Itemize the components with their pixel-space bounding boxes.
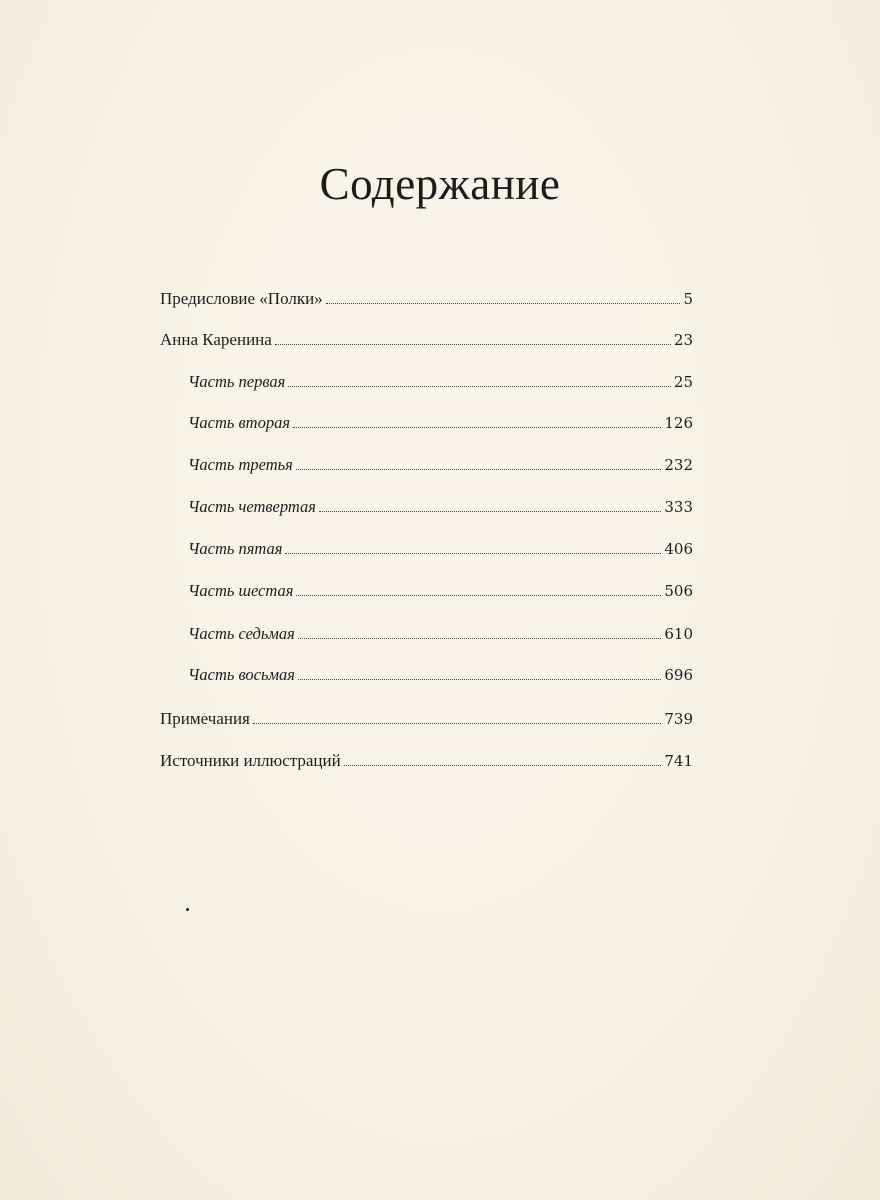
dot-leader — [298, 637, 662, 639]
dot-leader — [319, 510, 661, 512]
toc-entry-page: 23 — [673, 331, 693, 349]
toc-entry-page: 739 — [664, 710, 693, 728]
toc-entry-page: 126 — [664, 414, 693, 432]
toc-entry-label: Примечания — [160, 709, 250, 728]
dot-leader — [275, 343, 671, 345]
toc-entry-part-8[interactable] — [188, 657, 693, 685]
toc-entry-label: Источники иллюстраций — [160, 751, 341, 770]
toc-entry-part-3[interactable] — [188, 447, 693, 475]
toc-entry-page: 741 — [664, 752, 693, 770]
ink-speck — [186, 908, 189, 911]
toc-entry-page: 406 — [664, 540, 693, 558]
toc-entry-part-6[interactable] — [188, 573, 693, 601]
dot-leader — [298, 678, 661, 680]
toc-entry-label: Часть шестая — [188, 581, 294, 600]
toc-entry-part-4[interactable] — [188, 489, 693, 517]
toc-entry-page: 5 — [683, 290, 693, 308]
dot-leader — [293, 426, 661, 428]
toc-entry-anna-karenina[interactable] — [160, 322, 693, 350]
dot-leader — [296, 468, 662, 470]
toc-entry-part-7[interactable] — [188, 616, 693, 644]
toc-entry-part-1[interactable] — [188, 364, 693, 392]
toc-entry-page: 696 — [664, 666, 693, 684]
toc-entry-page: 506 — [664, 582, 693, 600]
toc-entry-label: Предисловие «Полки» — [160, 289, 323, 308]
toc-entry-page: 333 — [664, 498, 693, 516]
toc-entry-label: Часть восьмая — [188, 665, 295, 684]
toc-entry-part-5[interactable] — [188, 531, 693, 559]
toc-entry-label: Часть седьмая — [188, 624, 295, 643]
dot-leader — [296, 594, 661, 596]
dot-leader — [288, 385, 671, 387]
toc-entry-label: Часть первая — [188, 372, 286, 391]
toc-entry-preface[interactable] — [160, 281, 693, 309]
toc-entry-part-2[interactable] — [188, 405, 693, 433]
toc-entry-label: Анна Каренина — [160, 330, 272, 349]
toc-entry-page: 25 — [673, 373, 693, 391]
toc-entry-label: Часть пятая — [188, 539, 283, 558]
toc-entry-page: 610 — [664, 625, 693, 643]
dot-leader — [285, 552, 661, 554]
toc-entry-illustration-sources[interactable] — [160, 743, 693, 771]
dot-leader — [326, 302, 681, 304]
dot-leader — [344, 764, 662, 766]
toc-entry-notes[interactable] — [160, 701, 693, 729]
toc-entry-label: Часть вторая — [188, 413, 290, 432]
page-title: Содержание — [319, 159, 561, 209]
toc-entry-page: 232 — [664, 456, 693, 474]
toc-entry-label: Часть четвертая — [188, 497, 316, 516]
dot-leader — [253, 722, 661, 724]
toc-entry-label: Часть третья — [188, 455, 293, 474]
